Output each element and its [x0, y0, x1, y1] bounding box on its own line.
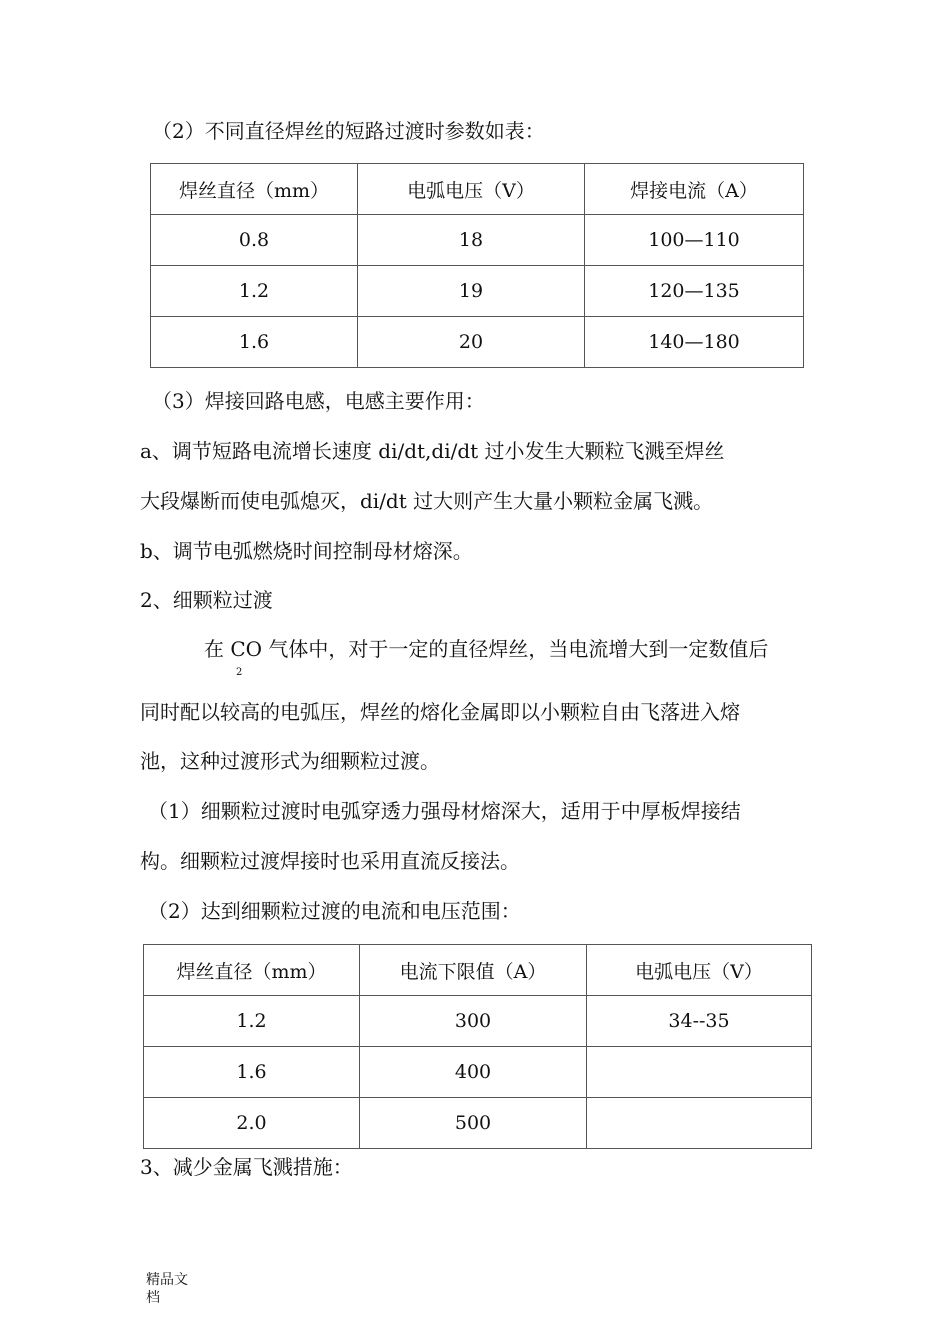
- table-header-row: [144, 945, 812, 996]
- fine-droplet-range-table: [143, 944, 812, 1149]
- table-cell: 500: [360, 1098, 587, 1149]
- table-cell: 1.2: [151, 266, 358, 317]
- footer-line: 档: [146, 1290, 160, 1306]
- table-row: [144, 1047, 812, 1098]
- paragraph-a-line2: 大段爆断而使电弧熄灭，di/dt 过大则产生大量小颗粒金属飞溅。: [140, 489, 714, 513]
- paragraph-a-line1: a、调节短路电流增长速度 di/dt,di/dt 过小发生大颗粒飞溅至焊丝: [140, 439, 725, 463]
- footer-watermark: [146, 1271, 188, 1307]
- table-cell: 0.8: [151, 215, 358, 266]
- table-cell: 120—135: [585, 266, 804, 317]
- table-cell: 2.0: [144, 1098, 360, 1149]
- table-row: [144, 1098, 812, 1149]
- table-cell: 400: [360, 1047, 587, 1098]
- table-cell: 1.2: [144, 996, 360, 1047]
- header-cell: 焊接电流（A）: [585, 164, 804, 215]
- inductance-heading: （3）焊接回路电感，电感主要作用：: [152, 389, 485, 413]
- table-cell: [587, 1047, 812, 1098]
- section-2-title: 2、细颗粒过渡: [140, 588, 273, 612]
- table-cell: 140—180: [585, 317, 804, 368]
- table-cell: 300: [360, 996, 587, 1047]
- header-cell: 焊丝直径（mm）: [151, 164, 358, 215]
- footer-line: 精品文: [146, 1272, 188, 1288]
- co2-paragraph-line2: 同时配以较高的电弧压，焊丝的熔化金属即以小颗粒自由飞落进入熔: [140, 700, 740, 724]
- header-cell: 焊丝直径（mm）: [144, 945, 360, 996]
- table-row: [151, 317, 804, 368]
- header-cell: 电流下限值（A）: [360, 945, 587, 996]
- table-header-row: [151, 164, 804, 215]
- section-3-title: 3、减少金属飞溅措施：: [140, 1155, 353, 1179]
- table-cell: 34--35: [587, 996, 812, 1047]
- paragraph-b: b、调节电弧燃烧时间控制母材熔深。: [140, 539, 473, 563]
- table-row: [144, 996, 812, 1047]
- table-cell: 20: [358, 317, 585, 368]
- table-cell: 100—110: [585, 215, 804, 266]
- co2-subscript: 2: [236, 667, 243, 678]
- paragraph-1-line1: （1）细颗粒过渡时电弧穿透力强母材熔深大，适用于中厚板焊接结: [148, 799, 741, 823]
- short-circuit-parameters-table: [150, 163, 804, 368]
- header-cell: 电弧电压（V）: [358, 164, 585, 215]
- table-cell: 1.6: [151, 317, 358, 368]
- table-row: [151, 266, 804, 317]
- co2-paragraph-line3: 池，这种过渡形式为细颗粒过渡。: [140, 749, 440, 773]
- table-cell: 18: [358, 215, 585, 266]
- table1-heading: （2）不同直径焊丝的短路过渡时参数如表：: [152, 119, 545, 143]
- co2-paragraph-line1: 在 CO 气体中，对于一定的直径焊丝，当电流增大到一定数值后: [204, 637, 769, 661]
- table-cell: [587, 1098, 812, 1149]
- table2-heading: （2）达到细颗粒过渡的电流和电压范围：: [148, 899, 521, 923]
- paragraph-1-line2: 构。细颗粒过渡焊接时也采用直流反接法。: [140, 849, 520, 873]
- header-cell: 电弧电压（V）: [587, 945, 812, 996]
- table-cell: 19: [358, 266, 585, 317]
- table-cell: 1.6: [144, 1047, 360, 1098]
- table-row: [151, 215, 804, 266]
